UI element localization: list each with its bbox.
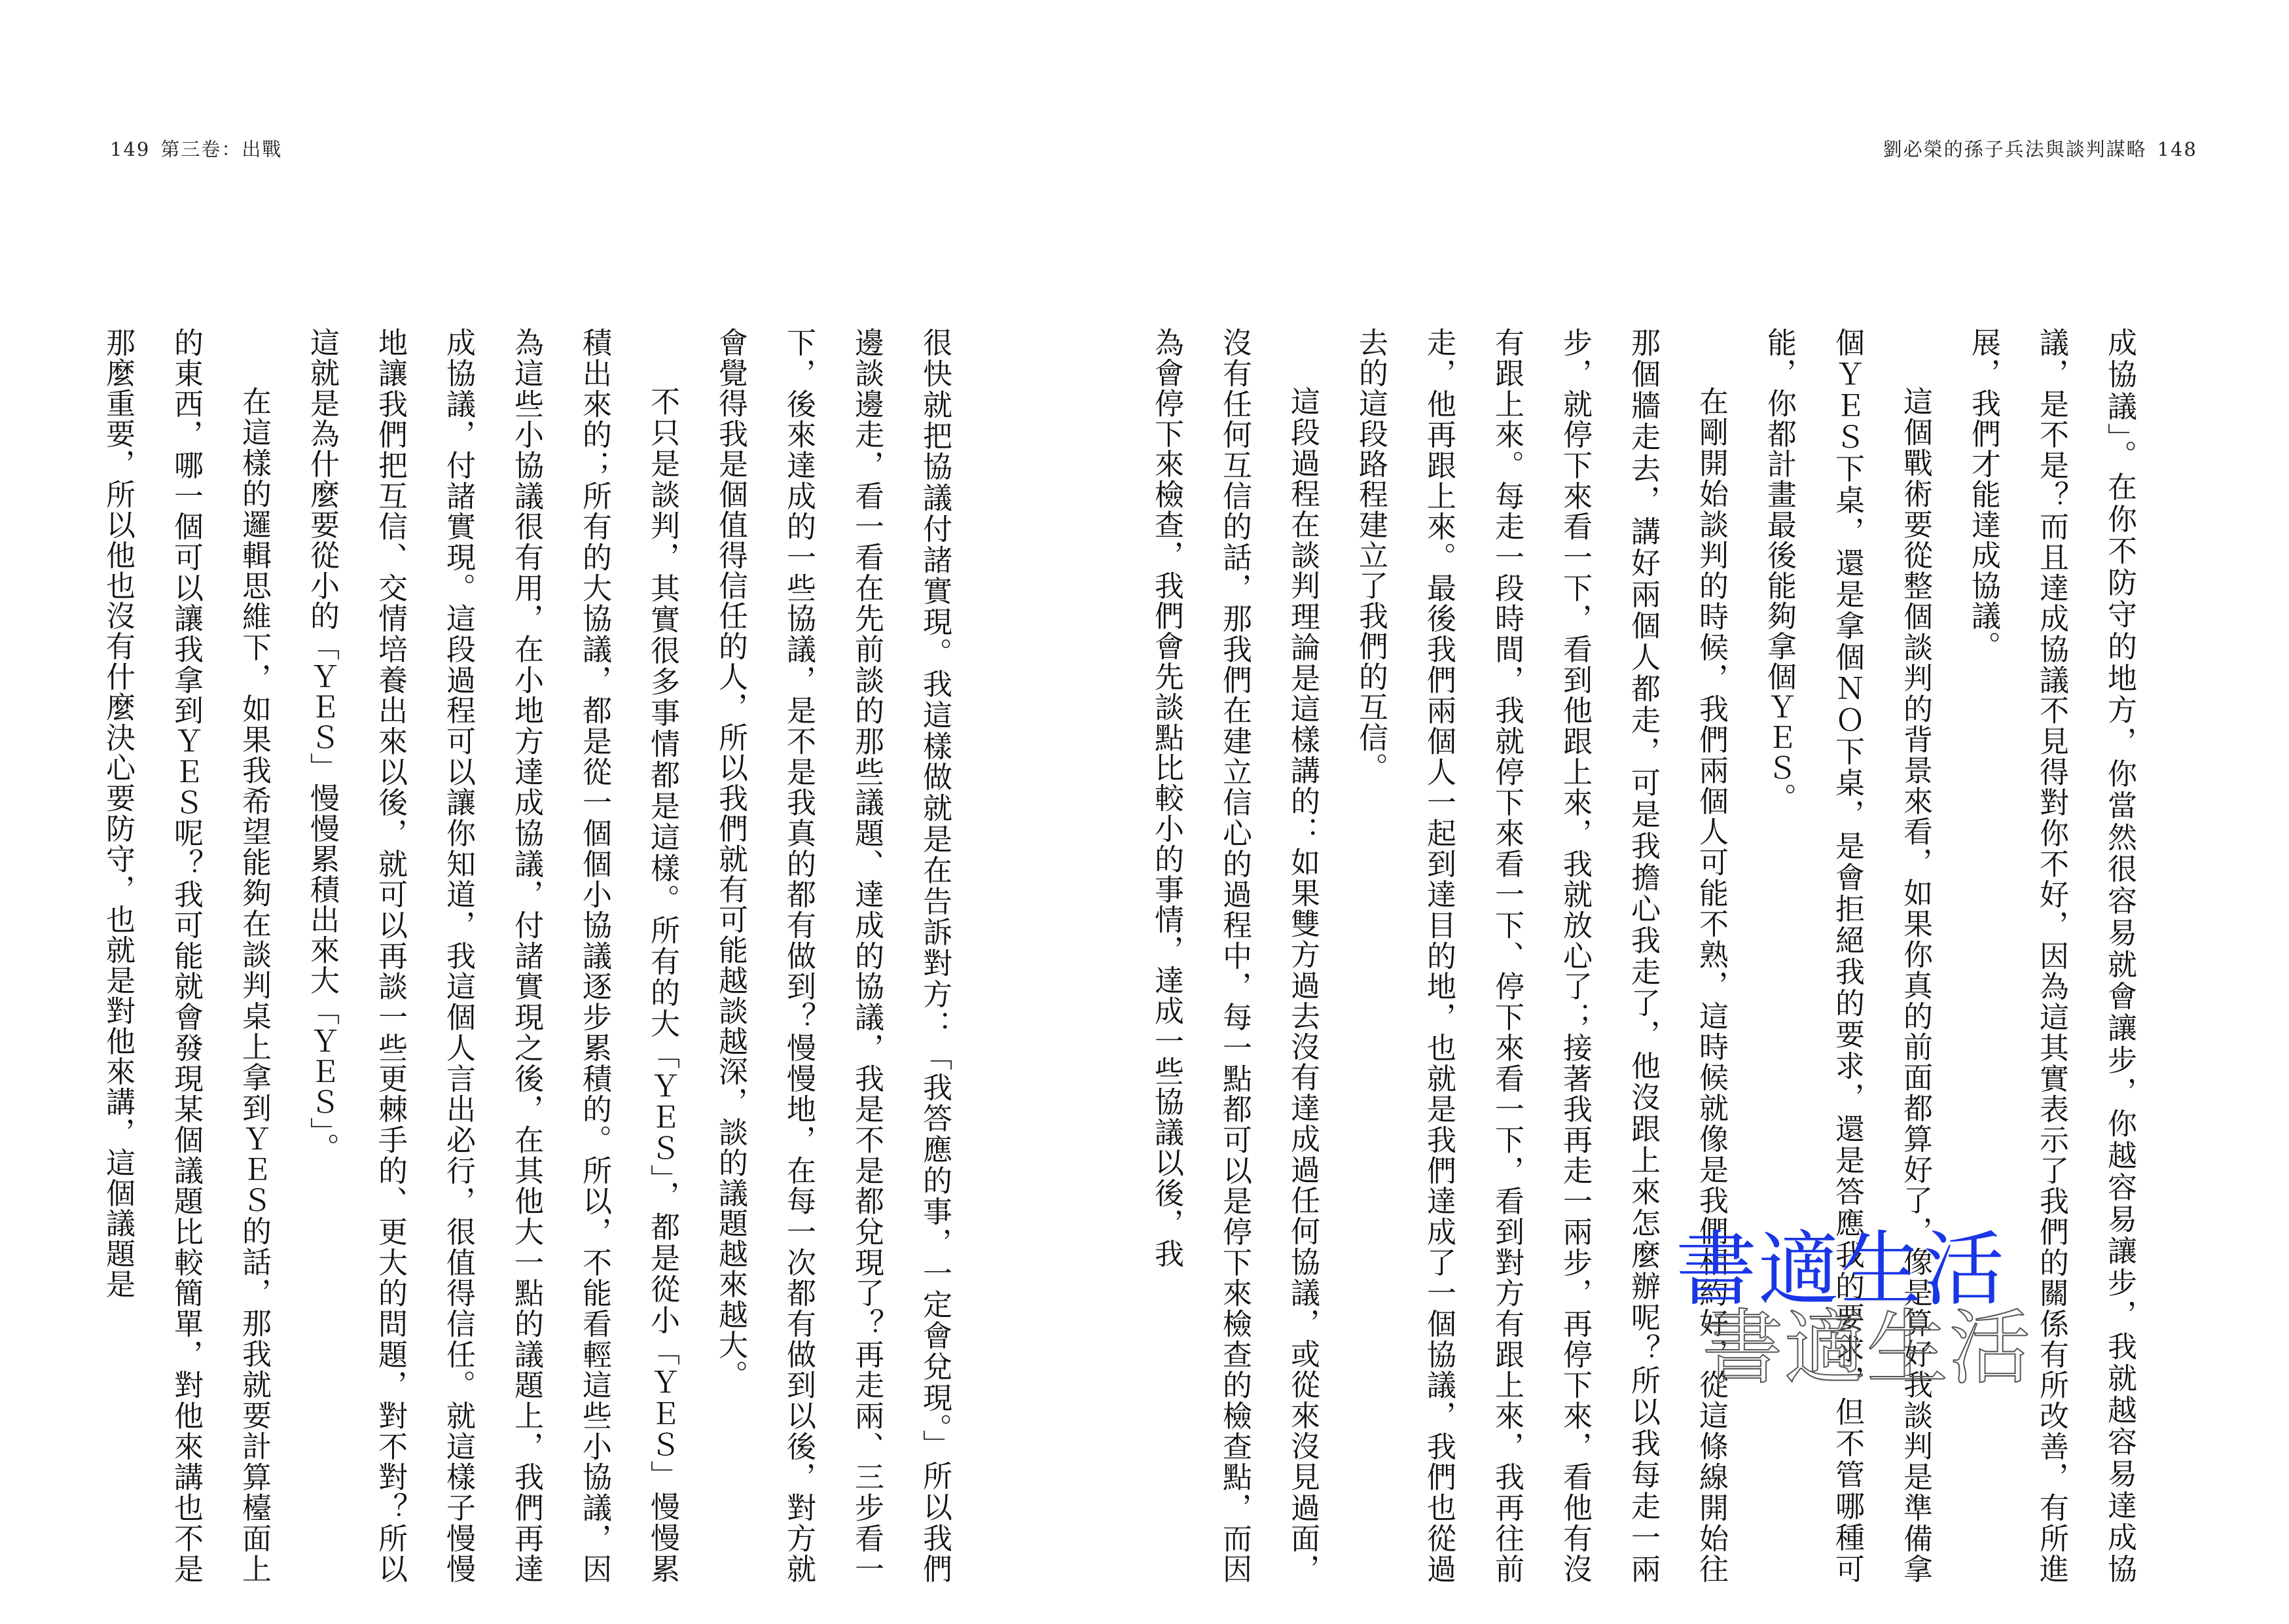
paragraph: 在這樣的邏輯思維下，如果我希望能夠在談判桌上拿到ＹＥＳ的話，那我就要計算檯面上的東西，哪一個可以讓我拿到ＹＥＳ呢？我可能就會發現某個議題比較簡單，對他來講也不是那麼重要，所以他也沒有什麼決心要防守，也就是對他來講，這個議題是 [101, 327, 272, 1584]
watermark-blue-text: 書適生活 [1676, 1223, 2006, 1317]
left-page-number: 149 [110, 138, 151, 160]
paragraph: 這個戰術要從整個談判的背景來看，如果你真的前面都算好了，像是算好我談判是準備拿個ＹＥＳ下桌，還是拿個ＮＯ下桌，是會拒絕我的要求，還是答應我的要求，但不管哪種可能，你都計畫最後能夠拿個ＹＥＳ。 [1762, 327, 1933, 1584]
left-page-body [101, 327, 969, 1584]
left-running-header [110, 135, 293, 162]
paragraph: 在剛開始談判的時候，我們兩個人可能不熟，這時候就像是我們相約好，從這條線開始往那個牆走去，講好兩個人都走，可是我擔心我走了，他沒跟上來怎麼辦呢？所以我每走一兩步，就停下來看一下，看到他跟上來，我就放心了；接著我再走一兩步，再停下來，看他有沒有跟上來。每走一段時間，我就停下來看一下、停下來看一下，看到對方有跟上來，我再往前走，他再跟上來。最後我們兩個人一起到達目的地，也就是我們達成了一個協議，我們也從過去的這段路程建立了我們的互信。 [1354, 327, 1729, 1584]
left-chapter-title: 第三卷：出戰 [160, 138, 283, 160]
paragraph: 很快就把協議付諸實現。我這樣做就是在告訴對方：「我答應的事，一定會兌現。」所以我們邊談邊走，看一看在先前談的那些議題、達成的協議，我是不是都兌現了？再走兩、三步看一下，後來達成的一些協議，是不是我真的都有做到？慢慢地，在每一次都有做到以後，對方就會覺得我是個值得信任的人，所以我們就有可能越談越深，談的議題越來越大。 [713, 327, 952, 1584]
paragraph: 這段過程在談判理論是這樣講的：如果雙方過去沒有達成過任何協議，或從來沒見過面，沒有任何互信的話，那我們在建立信心的過程中，每一點都可以是停下來檢查的檢查點，而因為會停下來檢查，我們會先談點比較小的事情，達成一些協議以後，我 [1149, 327, 1320, 1584]
right-book-title: 劉必榮的孫子兵法與談判謀略 [1883, 138, 2147, 160]
paragraph: 不只是談判，其實很多事情都是這樣。所有的大「ＹＥＳ」，都是從小「ＹＥＳ」慢慢累積出來的；所有的大協議，都是從一個個小協議逐步累積的。所以，不能看輕這些小協議，因為這些小協議很有用，在小地方達成協議，付諸實現之後，在其他大一點的議題上，我們再達成協議，付諸實現。這段過程可以讓你知道，我這個人言出必行，很值得信任。就這樣子慢慢地讓我們把互信、交情培養出來以後，就可以再談一些更棘手的、更大的問題，對不對？所以這就是為什麼要從小的「ＹＥＳ」慢慢累積出來大「ＹＥＳ」。 [305, 327, 680, 1584]
paragraph: 成協議」。在你不防守的地方，你當然很容易就會讓步，你越容易讓步，我就越容易達成協議，是不是？而且達成協議不見得對你不好，因為這其實表示了我們的關係有所改善，有所進展，我們才能達成協議。 [1966, 327, 2137, 1584]
right-running-header [1873, 135, 2197, 162]
publisher-watermark [1676, 1204, 2042, 1414]
watermark-outline-text: 書適生活 [1702, 1301, 2032, 1396]
right-page-number: 148 [2157, 138, 2197, 160]
